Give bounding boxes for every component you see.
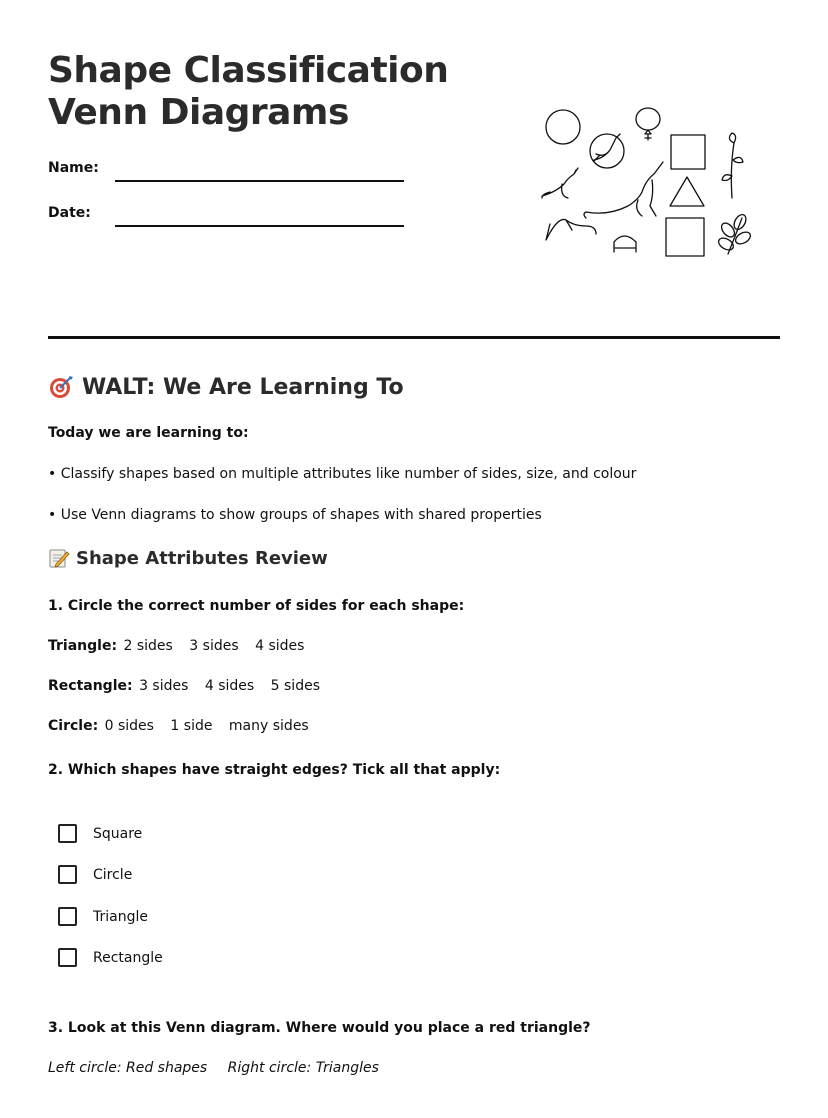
title-line-1: Shape Classification <box>48 50 449 91</box>
section-divider <box>48 336 780 339</box>
review-heading <box>48 547 328 569</box>
right-circle-description: Right circle: Triangles <box>227 1060 379 1076</box>
date-label: Date: <box>48 205 91 221</box>
checkbox[interactable] <box>58 824 77 843</box>
q3-prompt: 3. Look at this Venn diagram. Where would you place a red triangle? <box>48 1020 591 1036</box>
q3-venn-description <box>48 1060 379 1076</box>
checkbox[interactable] <box>58 907 77 926</box>
checkbox-label: Triangle <box>93 908 148 925</box>
title-line-2: Venn Diagrams <box>48 92 349 133</box>
circle-icon <box>546 110 580 144</box>
name-label: Name: <box>48 160 99 176</box>
big-kangaroo-icon <box>584 162 663 218</box>
small-kangaroo-icon <box>542 168 578 198</box>
square-icon <box>671 135 705 169</box>
shapes-clipart-icon <box>538 102 754 264</box>
memo-pencil-icon <box>48 547 70 569</box>
checkbox-row-square[interactable] <box>58 824 142 843</box>
shape-name: Triangle: <box>48 638 118 654</box>
review-heading-text: Shape Attributes Review <box>76 547 328 569</box>
checkbox-label: Circle <box>93 866 133 883</box>
balloon-icon <box>636 108 660 140</box>
triangle-icon <box>670 177 704 206</box>
date-write-line[interactable] <box>115 225 404 227</box>
flower-icon <box>722 133 743 198</box>
wave-icon <box>546 219 596 240</box>
q1-row-rectangle <box>48 678 332 694</box>
name-write-line[interactable] <box>115 180 404 182</box>
arch-icon <box>614 236 636 252</box>
q1-prompt: 1. Circle the correct number of sides for each shape: <box>48 598 465 614</box>
side-option[interactable]: 5 sides <box>270 678 320 694</box>
left-circle-description: Left circle: Red shapes <box>48 1060 208 1076</box>
side-option[interactable]: 3 sides <box>189 638 239 654</box>
side-option[interactable]: 4 sides <box>255 638 305 654</box>
walt-intro: Today we are learning to: <box>48 425 249 441</box>
checkbox[interactable] <box>58 865 77 884</box>
checkbox-label: Rectangle <box>93 949 163 966</box>
walt-heading <box>48 374 404 400</box>
leaves-icon <box>717 213 753 254</box>
walt-bullet-2: • Use Venn diagrams to show groups of shapes with shared properties <box>48 507 542 523</box>
checkbox-row-circle[interactable] <box>58 865 132 884</box>
walt-heading-text: WALT: We Are Learning To <box>82 374 404 400</box>
kangaroo-circle-icon <box>590 134 624 168</box>
dart-target-icon <box>48 374 74 400</box>
side-option[interactable]: many sides <box>228 718 309 734</box>
page-title <box>48 50 448 134</box>
shape-name: Circle: <box>48 718 99 734</box>
q2-prompt: 2. Which shapes have straight edges? Tick all that apply: <box>48 762 501 778</box>
checkbox-row-triangle[interactable] <box>58 907 148 926</box>
bottom-square-icon <box>666 218 704 256</box>
walt-bullet-1: • Classify shapes based on multiple attributes like number of sides, size, and colour <box>48 466 637 482</box>
side-option[interactable]: 1 side <box>170 718 213 734</box>
side-option[interactable]: 3 sides <box>139 678 189 694</box>
shape-name: Rectangle: <box>48 678 133 694</box>
checkbox-row-rectangle[interactable] <box>58 948 163 967</box>
side-option[interactable]: 4 sides <box>204 678 255 694</box>
checkbox-label: Square <box>93 825 143 842</box>
side-option[interactable]: 0 sides <box>104 718 154 734</box>
checkbox[interactable] <box>58 948 77 967</box>
q1-row-circle <box>48 718 321 734</box>
q1-row-triangle <box>48 638 316 654</box>
side-option[interactable]: 2 sides <box>123 638 173 654</box>
